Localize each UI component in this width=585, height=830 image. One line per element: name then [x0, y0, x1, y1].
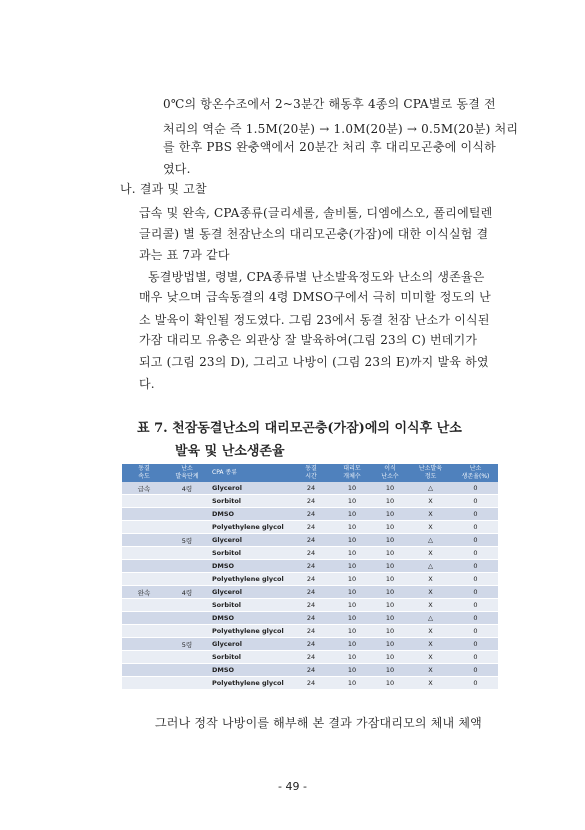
cell-cpa-type: Glycerol: [208, 482, 290, 495]
cell-cpa-type: Sorbitol: [208, 599, 290, 612]
table-row: [122, 612, 498, 625]
cell-ovary-development: △: [408, 560, 453, 573]
para2-line-2: 매우 낮으며 급속동결의 4령 DMSO구에서 극히 미미할 정도의 난: [139, 290, 491, 304]
cell-ovary-survival: 0: [453, 586, 498, 599]
cell-ovary-survival: 0: [453, 560, 498, 573]
cell-ovary-survival: 0: [453, 508, 498, 521]
cell-surrogate-count: 10: [332, 508, 372, 521]
cell-ovary-development: X: [408, 495, 453, 508]
cell-ovary-development: △: [408, 482, 453, 495]
cell-ovary-survival: 0: [453, 664, 498, 677]
cell-cpa-type: Glycerol: [208, 586, 290, 599]
table-caption-line-2: 발육 및 난소생존율: [175, 444, 285, 459]
cell-ovary-survival: 0: [453, 612, 498, 625]
cell-ovary-development: X: [408, 677, 453, 690]
cell-cpa-type: DMSO: [208, 612, 290, 625]
cell-surrogate-count: 10: [332, 573, 372, 586]
cell-ovary-stage: [166, 573, 208, 586]
cell-cpa-type: DMSO: [208, 560, 290, 573]
header-cpa-type: CPA 종류: [208, 464, 290, 482]
para2-line-5: 되고 (그림 23의 D), 그리고 나방이 (그림 23의 E)까지 발육 하였: [139, 355, 489, 369]
cell-surrogate-count: 10: [332, 482, 372, 495]
cell-transplant-count: 10: [372, 495, 408, 508]
table-caption-line-1: 표 7. 천잠동결난소의 대리모곤충(가잠)에의 이식후 난소: [137, 421, 462, 436]
intro-line-4: 였다.: [163, 162, 191, 176]
cell-freeze-speed: [122, 508, 166, 521]
cell-freeze-time: 24: [290, 625, 332, 638]
cell-freeze-time: 24: [290, 586, 332, 599]
cell-surrogate-count: 10: [332, 677, 372, 690]
cell-transplant-count: 10: [372, 599, 408, 612]
cell-freeze-speed: [122, 573, 166, 586]
cell-freeze-speed: [122, 677, 166, 690]
cell-ovary-development: X: [408, 664, 453, 677]
cell-ovary-stage: 5령: [166, 534, 208, 547]
cell-ovary-stage: [166, 521, 208, 534]
table-row: [122, 664, 498, 677]
table-row: [122, 534, 498, 547]
cell-transplant-count: 10: [372, 664, 408, 677]
cell-freeze-time: 24: [290, 521, 332, 534]
cell-transplant-count: 10: [372, 573, 408, 586]
cell-ovary-survival: 0: [453, 482, 498, 495]
cell-surrogate-count: 10: [332, 547, 372, 560]
cell-freeze-time: 24: [290, 677, 332, 690]
cell-freeze-speed: [122, 521, 166, 534]
cell-freeze-speed: [122, 599, 166, 612]
section-heading: 나. 결과 및 고찰: [120, 182, 207, 196]
cell-cpa-type: Polyethylene glycol: [208, 625, 290, 638]
table-row: [122, 547, 498, 560]
cell-transplant-count: 10: [372, 638, 408, 651]
intro-line-1: 0℃의 항온수조에서 2~3분간 해동후 4종의 CPA별로 동결 전: [163, 97, 496, 111]
intro-line-2: 처리의 역순 즉 1.5M(20분) → 1.0M(20분) → 0.5M(20분) 처리: [163, 122, 519, 136]
cell-surrogate-count: 10: [332, 599, 372, 612]
cell-transplant-count: 10: [372, 651, 408, 664]
cell-freeze-speed: [122, 547, 166, 560]
closing-line: 그러나 정작 나방이를 해부해 본 결과 가잠대리모의 체내 체액: [155, 716, 482, 730]
header-freeze-speed: 동결 속도: [122, 464, 166, 482]
cell-ovary-stage: [166, 495, 208, 508]
cell-freeze-speed: [122, 534, 166, 547]
cell-surrogate-count: 10: [332, 521, 372, 534]
table-row: [122, 521, 498, 534]
cell-freeze-time: 24: [290, 612, 332, 625]
cell-transplant-count: 10: [372, 625, 408, 638]
cell-ovary-survival: 0: [453, 573, 498, 586]
table-row: [122, 625, 498, 638]
cell-freeze-time: 24: [290, 508, 332, 521]
cell-ovary-stage: 4령: [166, 586, 208, 599]
para1-line-3: 과는 표 7과 같다: [139, 248, 230, 262]
cell-transplant-count: 10: [372, 534, 408, 547]
header-ovary-survival: 난소 생존율(%): [453, 464, 498, 482]
para2-line-6: 다.: [139, 377, 155, 391]
cell-cpa-type: Sorbitol: [208, 547, 290, 560]
cell-surrogate-count: 10: [332, 612, 372, 625]
header-freeze-time: 동결 시간: [290, 464, 332, 482]
cell-ovary-survival: 0: [453, 651, 498, 664]
cell-ovary-stage: [166, 625, 208, 638]
cell-freeze-time: 24: [290, 638, 332, 651]
cell-ovary-development: X: [408, 586, 453, 599]
cell-transplant-count: 10: [372, 560, 408, 573]
cell-transplant-count: 10: [372, 677, 408, 690]
cell-freeze-speed: [122, 638, 166, 651]
cell-freeze-speed: [122, 664, 166, 677]
cell-ovary-stage: [166, 560, 208, 573]
cell-freeze-speed: [122, 612, 166, 625]
cell-ovary-survival: 0: [453, 638, 498, 651]
para2-line-1: 동결방법별, 령별, CPA종류별 난소발육정도와 난소의 생존율은: [148, 270, 485, 284]
cell-ovary-survival: 0: [453, 599, 498, 612]
table-row: [122, 495, 498, 508]
cell-freeze-time: 24: [290, 547, 332, 560]
table-row: [122, 508, 498, 521]
cell-ovary-development: X: [408, 638, 453, 651]
cell-surrogate-count: 10: [332, 495, 372, 508]
cell-freeze-speed: [122, 560, 166, 573]
cell-ovary-stage: [166, 651, 208, 664]
cell-freeze-speed: 완속: [122, 586, 166, 599]
cell-ovary-survival: 0: [453, 534, 498, 547]
cell-transplant-count: 10: [372, 521, 408, 534]
cell-ovary-development: X: [408, 599, 453, 612]
cell-surrogate-count: 10: [332, 651, 372, 664]
header-ovary-stage: 난소 발육단계: [166, 464, 208, 482]
cell-ovary-survival: 0: [453, 547, 498, 560]
cell-ovary-stage: 5령: [166, 638, 208, 651]
table-row: [122, 560, 498, 573]
cell-cpa-type: Sorbitol: [208, 495, 290, 508]
table-row: [122, 638, 498, 651]
table-row: [122, 586, 498, 599]
cell-cpa-type: Sorbitol: [208, 651, 290, 664]
header-surrogate-count: 대리모 개체수: [332, 464, 372, 482]
para2-line-4: 가잠 대리모 유충은 외관상 잘 발육하여(그림 23의 C) 번데기가: [139, 333, 478, 347]
header-transplant-count: 이식 난소수: [372, 464, 408, 482]
cell-cpa-type: Polyethylene glycol: [208, 521, 290, 534]
cell-freeze-time: 24: [290, 534, 332, 547]
cell-surrogate-count: 10: [332, 638, 372, 651]
cell-cpa-type: DMSO: [208, 664, 290, 677]
cell-cpa-type: DMSO: [208, 508, 290, 521]
cell-ovary-survival: 0: [453, 521, 498, 534]
cell-freeze-time: 24: [290, 573, 332, 586]
cell-ovary-development: X: [408, 508, 453, 521]
table-row: [122, 482, 498, 495]
cell-freeze-speed: [122, 625, 166, 638]
cell-surrogate-count: 10: [332, 560, 372, 573]
cell-cpa-type: Glycerol: [208, 638, 290, 651]
cell-ovary-development: X: [408, 521, 453, 534]
cell-ovary-development: X: [408, 573, 453, 586]
cell-freeze-speed: 급속: [122, 482, 166, 495]
page-number: - 49 -: [278, 780, 307, 793]
cell-ovary-stage: 4령: [166, 482, 208, 495]
cell-transplant-count: 10: [372, 482, 408, 495]
cell-surrogate-count: 10: [332, 625, 372, 638]
cell-ovary-development: △: [408, 534, 453, 547]
cell-ovary-survival: 0: [453, 495, 498, 508]
cell-freeze-time: 24: [290, 651, 332, 664]
cell-freeze-time: 24: [290, 664, 332, 677]
cell-transplant-count: 10: [372, 612, 408, 625]
cell-transplant-count: 10: [372, 586, 408, 599]
cell-cpa-type: Glycerol: [208, 534, 290, 547]
cell-freeze-speed: [122, 651, 166, 664]
para2-line-3: 소 발육이 확인될 정도였다. 그림 23에서 동결 천잠 난소가 이식된: [139, 313, 490, 327]
cell-ovary-stage: [166, 612, 208, 625]
cell-cpa-type: Polyethylene glycol: [208, 573, 290, 586]
cell-ovary-stage: [166, 677, 208, 690]
cell-freeze-time: 24: [290, 495, 332, 508]
table-body: [122, 482, 498, 690]
cell-ovary-development: △: [408, 612, 453, 625]
cell-ovary-development: X: [408, 625, 453, 638]
table-header-row: [122, 464, 498, 482]
cell-transplant-count: 10: [372, 547, 408, 560]
cell-freeze-time: 24: [290, 560, 332, 573]
cell-ovary-development: X: [408, 547, 453, 560]
table-row: [122, 677, 498, 690]
table-row: [122, 573, 498, 586]
cell-surrogate-count: 10: [332, 664, 372, 677]
cell-freeze-speed: [122, 495, 166, 508]
intro-line-3: 를 한후 PBS 완충액에서 20분간 처리 후 대리모곤충에 이식하: [163, 140, 496, 154]
cell-surrogate-count: 10: [332, 534, 372, 547]
table-row: [122, 651, 498, 664]
cell-ovary-survival: 0: [453, 625, 498, 638]
cell-transplant-count: 10: [372, 508, 408, 521]
ovary-transplant-table: [122, 464, 498, 690]
para1-line-1: 급속 및 완속, CPA종류(글리세롤, 솔비톨, 디엠에스오, 폴리에틸렌: [139, 206, 493, 220]
table-row: [122, 599, 498, 612]
cell-ovary-stage: [166, 599, 208, 612]
para1-line-2: 글리콜) 별 동결 천잠난소의 대리모곤충(가잠)에 대한 이식실험 결: [139, 227, 489, 241]
cell-freeze-time: 24: [290, 599, 332, 612]
cell-ovary-stage: [166, 664, 208, 677]
cell-ovary-survival: 0: [453, 677, 498, 690]
cell-freeze-time: 24: [290, 482, 332, 495]
cell-ovary-development: X: [408, 651, 453, 664]
cell-surrogate-count: 10: [332, 586, 372, 599]
header-ovary-development: 난소발육 정도: [408, 464, 453, 482]
cell-ovary-stage: [166, 508, 208, 521]
cell-ovary-stage: [166, 547, 208, 560]
cell-cpa-type: Polyethylene glycol: [208, 677, 290, 690]
